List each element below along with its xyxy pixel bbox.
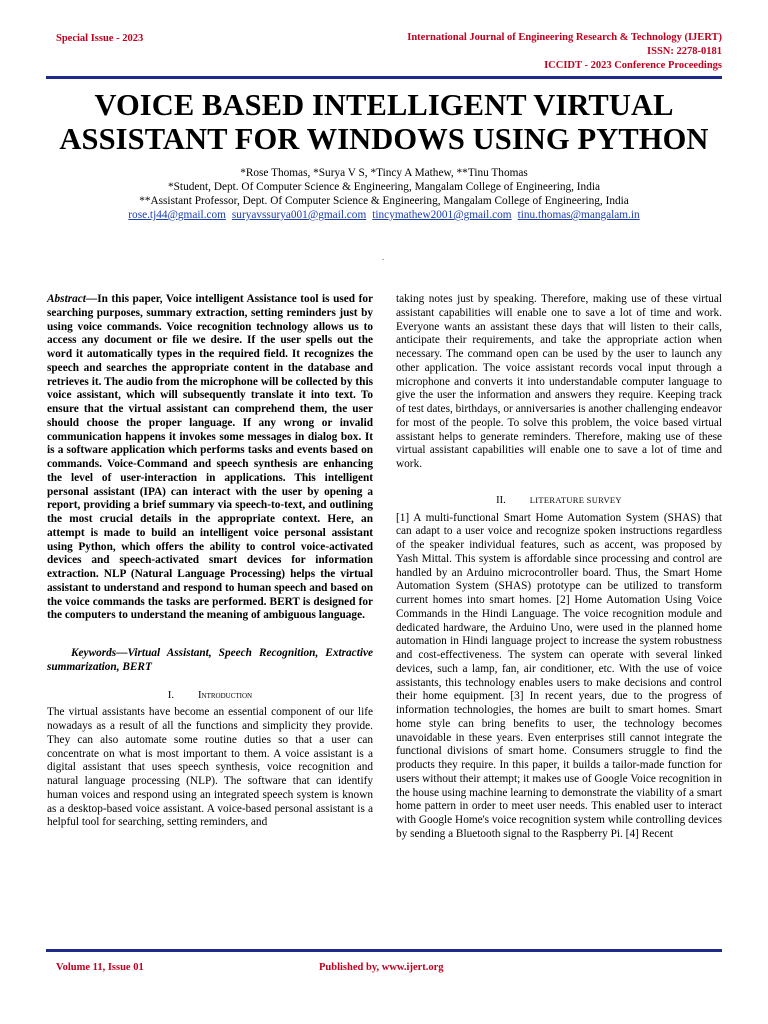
introduction-text: The virtual assistants have become an essential component of our life nowadays as a result of all the functions and simplicity they provide. They can also automate some routine duties so that a user can concentrate on what is most important to them. A voice assistant is a digital assistant that uses speech synthesis, voice recognition and natural language processing (NLP). The software that can identify human voices and respond using an integrated speech system is known as a desktop-based voice assistant. A voice-based personal assistant is a helpful tool for searching, setting reminders, and xyxy=(47,706,373,829)
journal-name: International Journal of Engineering Research & Technology (IJERT) xyxy=(407,32,722,43)
header-journal-info xyxy=(407,31,722,73)
section-title: Introduction xyxy=(198,689,253,701)
abstract-label: Abstract xyxy=(47,293,86,305)
title-line-1: VOICE BASED INTELLIGENT VIRTUAL xyxy=(94,88,674,122)
header-rule xyxy=(46,76,722,79)
section-number: II. xyxy=(496,494,506,506)
email-list xyxy=(30,208,738,222)
paper-title xyxy=(30,88,738,156)
issn: ISSN: 2278-0181 xyxy=(647,46,722,57)
right-column xyxy=(396,293,722,842)
conference-proceedings: ICCIDT - 2023 Conference Proceedings xyxy=(544,60,722,71)
section-number: I. xyxy=(167,689,175,701)
abstract-text: —In this paper, Voice intelligent Assistance tool is used for searching purposes, summary extraction, setting reminders just by using voice commands. Voice recognition technology allows us to access any document or file we desire. If the user spells out the word it automatically types in the required field. It recognizes the speech and searches the appropriate content in the database and retrieves it. The audio from the microphone will be collected by this voice assistant, which will subsequently translate it into text. To ensure that the virtual assistant can comprehend them, the user should choose the proper language. If any wrong or invalid communication happens it invokes some messages in dialog box. It is a software application which performs tasks and events based on commands. Voice-Command and speech synthesis are enhancing the level of user-interaction in applications. This intelligent personal assistant (IPA) can interact with the user by opening a report, providing a brief summary via speech-to-text, and outlining the most crucial details in the appropriate context. Here, an attempt is made to build an intelligent voice personal assistant using Python, which offers the ability to control voice-activated devices and speech-activated smart devices for information extraction. NLP (Natural Language Processing) helps the virtual assistant to understand and respond to human speech and based on the voice commands the tasks are performed. BERT is designed for the computers to understand the meaning of ambiguous language. xyxy=(47,293,373,622)
author-names: *Rose Thomas, *Surya V S, *Tincy A Mathew, **Tinu Thomas xyxy=(240,167,528,179)
separator-dot: . xyxy=(382,252,385,262)
footer-publisher: Published by, www.ijert.org xyxy=(319,962,444,973)
affiliation-professor: **Assistant Professor, Dept. Of Computer Science & Engineering, Mangalam College of Engineering, India xyxy=(139,195,629,207)
author-block xyxy=(30,166,738,222)
footer-volume: Volume 11, Issue 01 xyxy=(56,962,144,973)
keywords: Keywords—Virtual Assistant, Speech Recognition, Extractive summarization, BERT xyxy=(47,647,373,673)
email-link[interactable]: rose.tj44@gmail.com xyxy=(128,209,226,221)
left-column xyxy=(47,293,373,830)
abstract xyxy=(47,293,373,623)
introduction-continued-text: taking notes just by speaking. Therefore, making use of these virtual assistant capabilities will enable one to save a lot of time and work. Everyone wants an assistant these days that will listen to their calls, anticipate their requirements, and take the appropriate action when necessary. The command open can be used by the user to launch any other application. The voice assistant records vocal input through a microphone and converts it into understandable computer language to give the user the information and answers they require. Keeping track of test dates, birthdays, or anniversaries is another challenging endeavor for most of the people. To solve this problem, the voice based virtual assistant helps to generate reminders. Therefore, making use of these virtual assistant capabilities will enable one to save a lot of time and work. xyxy=(396,293,722,470)
email-link[interactable]: suryavssurya001@gmail.com xyxy=(231,209,367,221)
affiliation-student: *Student, Dept. Of Computer Science & Engineering, Mangalam College of Engineering, India xyxy=(168,181,600,193)
literature-survey-text: [1] A multi-functional Smart Home Automation System (SHAS) that can adapt to a user voice and recognize spoken instructions regardless of the speaker individual features, such as accent, was proposed by Yash Mittal. This system is affordable since processing and control are handled by an Arduino microcontroller board. Thus, the Smart Home Automation System (SHAS) prototype can be utilized to transform current homes into smart homes. [2] Home Automation Using Voice Commands in the Hindi Language. The voice recognition module and dedicated hardware, the Arduino Uno, were used in the planned home automation in Hindi language project to increase the system robustness and cost-effectiveness. The system can operate with several linked devices, such a lamp, fan, air conditioner, etc. With the use of voice assistants, this technology enables users to make decisions and control their home equipment. [3] In recent years, due to the progress of information technologies, the homes are built to smart homes. Smart home style can bring benefits to user, the technology becomes unavoidable in these years. Even enterprises still cannot integrate the functional divisions of smart home. Consumers struggle to find the products they require. In this paper, it builds a tailor-made function for users without their attempt; it makes use of Google Voice recognition in the house using machine learning to demonstrate the viability of a smart home pattern in order to meet user needs. This enabled user to interact with Google Home's voice recognition system while controlling devices by sending a Bluetooth signal to the Raspberry Pi. [4] Recent xyxy=(396,511,722,840)
footer-rule xyxy=(46,949,722,952)
section-heading-literature-survey xyxy=(396,494,722,508)
email-link[interactable]: tinu.thomas@mangalam.in xyxy=(517,209,640,221)
email-link[interactable]: tincymathew2001@gmail.com xyxy=(372,209,512,221)
section-heading-introduction xyxy=(47,689,373,703)
header-special-issue: Special Issue - 2023 xyxy=(56,33,144,44)
title-line-2: ASSISTANT FOR WINDOWS USING PYTHON xyxy=(59,122,709,156)
section-title: LITERATURE SURVEY xyxy=(529,494,622,505)
